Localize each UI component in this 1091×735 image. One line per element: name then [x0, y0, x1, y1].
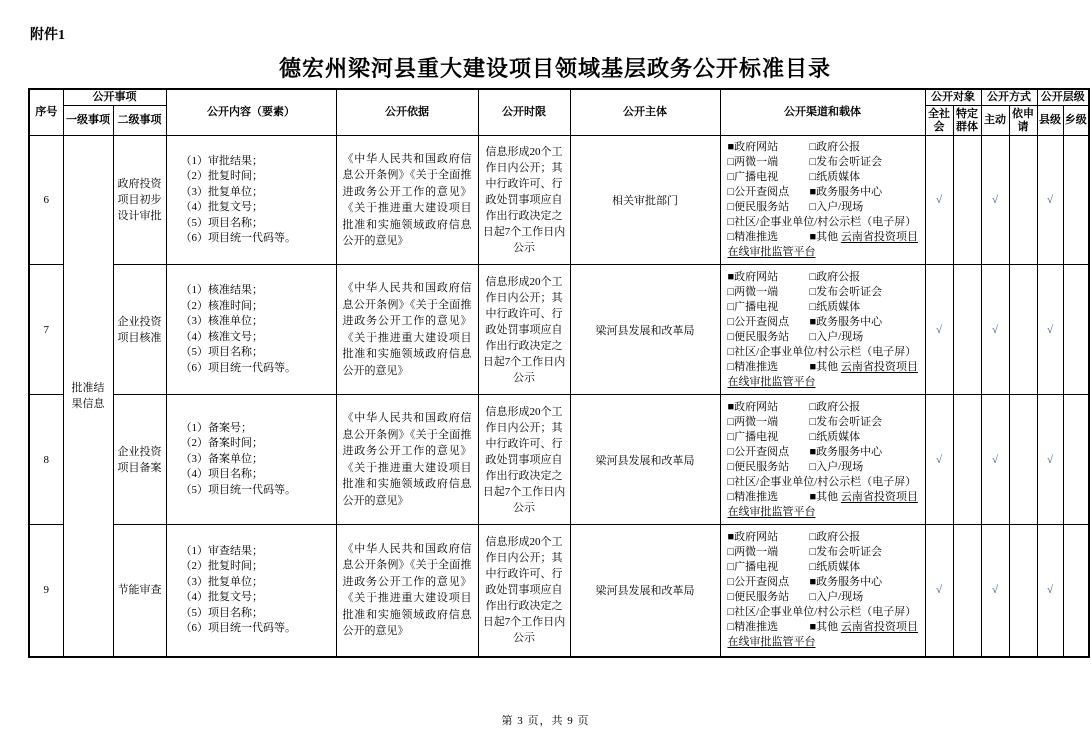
- header-target-all: 全社会: [925, 106, 953, 136]
- page-number: 第 3 页，共 9 页: [501, 715, 590, 727]
- channel-other-line: [728, 360, 923, 390]
- serial-cell: 9: [29, 525, 63, 657]
- channel-line: [728, 155, 923, 170]
- header-time-limit: 公开时限: [478, 89, 570, 136]
- subject-cell: 相关审批部门: [570, 136, 720, 265]
- content-line: （4）批复文号；: [180, 591, 263, 604]
- check-cell-method-active: [981, 265, 1009, 395]
- channel-item: □社区/企事业单位/村公示栏（电子屏）: [727, 475, 917, 488]
- checkmark-icon: √: [991, 453, 999, 466]
- content-line: （2）备案时间；: [180, 437, 263, 450]
- checkmark-icon: √: [935, 584, 943, 597]
- time-limit-cell: 信息形成20个工作日内公开；其中行政许可、行政处罚事项应自作出行政决定之日起7个工作日内公示: [478, 395, 570, 525]
- channel-item: □精准推选: [727, 360, 779, 373]
- checkmark-icon: √: [935, 453, 943, 466]
- header-serial: 序号: [29, 89, 63, 136]
- channel-other-platform-text: 云南省投资项目在线审批监管平台: [727, 490, 918, 518]
- basis-cell: 《中华人民共和国政府信息公开条例》《关于全面推进政务公开工作的意见》《关于推进重大建设项目批准和实施领域政府信息公开的意见》: [336, 265, 478, 395]
- channel-line: [728, 415, 923, 430]
- channel-other-line: [728, 620, 923, 650]
- level2-cell: 企业投资项目核准: [113, 265, 166, 395]
- header-channels: 公开渠道和载体: [720, 89, 925, 136]
- content-line: （5）项目名称；: [180, 606, 263, 619]
- time-limit-cell: 信息形成20个工作日内公开；其中行政许可、行政处罚事项应自作出行政决定之日起7个工作日内公示: [478, 265, 570, 395]
- check-cell-target-specific: [953, 265, 981, 395]
- content-line: （4）项目名称；: [180, 468, 263, 481]
- channel-line: [728, 200, 923, 215]
- channel-item: □入户/现场: [809, 460, 864, 473]
- content-cell: [166, 265, 336, 395]
- check-cell-level-township: [1063, 265, 1089, 395]
- check-cell-target-all: [925, 395, 953, 525]
- channel-item: □精准推选: [727, 621, 779, 634]
- channel-item: ■政务服务中心: [809, 576, 883, 589]
- header-method-active: 主动: [981, 106, 1009, 136]
- channel-item: □入户/现场: [809, 201, 864, 213]
- channel-line: [728, 185, 923, 200]
- channel-item: □便民服务站: [727, 460, 790, 473]
- header-basis: 公开依据: [336, 89, 478, 136]
- attachment-label: 附件1: [30, 28, 65, 43]
- channel-item: □两微一端: [727, 156, 779, 168]
- channel-item: □发布会听证会: [809, 415, 883, 428]
- channel-item: □纸质媒体: [809, 430, 861, 443]
- channel-other-line: [728, 230, 923, 260]
- channel-item: □政府公报: [809, 270, 861, 283]
- serial-cell: 8: [29, 395, 63, 525]
- channel-line: [728, 530, 923, 545]
- header-level2: 二级事项: [113, 106, 166, 136]
- table-row: [29, 265, 1089, 395]
- content-cell: [166, 136, 336, 265]
- content-cell: [166, 395, 336, 525]
- channel-item: □广播电视: [727, 430, 779, 443]
- channel-item: □政府公报: [809, 141, 861, 153]
- checkmark-icon: √: [935, 194, 943, 206]
- subject-cell: 梁河县发展和改革局: [570, 525, 720, 657]
- check-cell-level-county: [1037, 265, 1063, 395]
- check-cell-method-active: [981, 395, 1009, 525]
- table-row: [29, 136, 1089, 265]
- channel-other-platform-text: 云南省投资项目在线审批监管平台: [727, 621, 918, 649]
- check-cell-target-all: [925, 265, 953, 395]
- channel-item: ■政府网站: [727, 531, 779, 544]
- channel-item: ■政府网站: [727, 141, 779, 153]
- channel-line: [728, 590, 923, 605]
- checkmark-icon: √: [935, 323, 943, 336]
- channel-line: [728, 170, 923, 185]
- header-level-township: 乡级: [1063, 106, 1089, 136]
- channel-item: □公开查阅点: [727, 315, 790, 328]
- channel-item: □公开查阅点: [727, 186, 790, 198]
- header-level1: 一级事项: [63, 106, 113, 136]
- content-line: （3）批复单位；: [180, 185, 263, 198]
- channel-item: □便民服务站: [727, 591, 790, 604]
- channel-item: □便民服务站: [727, 201, 790, 213]
- channel-item: □便民服务站: [727, 330, 790, 343]
- checkmark-icon: √: [991, 194, 999, 206]
- content-line: （3）备案单位；: [180, 452, 263, 465]
- content-line: （6）项目统一代码等。: [180, 361, 296, 374]
- channel-line: [728, 315, 923, 330]
- channel-item: □发布会听证会: [809, 156, 883, 168]
- check-cell-method-request: [1009, 395, 1037, 525]
- channel-line: [728, 605, 923, 620]
- table-row: [29, 525, 1089, 657]
- check-cell-method-request: [1009, 136, 1037, 265]
- content-line: （2）批复时间；: [180, 560, 263, 573]
- channel-item-other-label: ■其他: [809, 360, 841, 373]
- channel-item: □公开查阅点: [727, 445, 790, 458]
- checkmark-icon: √: [1046, 584, 1054, 597]
- header-content: 公开内容（要素）: [166, 89, 336, 136]
- channel-line: [728, 460, 923, 475]
- channels-cell: [720, 525, 925, 657]
- channel-line: [728, 575, 923, 590]
- channel-line: [728, 545, 923, 560]
- basis-cell: 《中华人民共和国政府信息公开条例》《关于全面推进政务公开工作的意见》《关于推进重大建设项目批准和实施领域政府信息公开的意见》: [336, 136, 478, 265]
- channel-item: □广播电视: [727, 300, 779, 313]
- channel-line: [728, 140, 923, 155]
- channel-item: ■政府网站: [727, 270, 779, 283]
- channel-item: □纸质媒体: [809, 171, 861, 183]
- level2-cell: 政府投资项目初步设计审批: [113, 136, 166, 265]
- check-cell-level-township: [1063, 136, 1089, 265]
- channel-item: ■政府网站: [727, 400, 779, 413]
- check-cell-level-township: [1063, 525, 1089, 657]
- channel-item: □发布会听证会: [809, 546, 883, 559]
- channel-item: □纸质媒体: [809, 300, 861, 313]
- check-cell-level-county: [1037, 525, 1063, 657]
- channel-item: □精准推选: [727, 490, 779, 503]
- check-cell-method-request: [1009, 265, 1037, 395]
- basis-cell: 《中华人民共和国政府信息公开条例》《关于全面推进政务公开工作的意见》《关于推进重大建设项目批准和实施领域政府信息公开的意见》: [336, 395, 478, 525]
- checkmark-icon: √: [991, 584, 999, 597]
- content-cell: [166, 525, 336, 657]
- table-body: [29, 136, 1089, 657]
- channel-item: □发布会听证会: [809, 285, 883, 298]
- content-line: （1）备案号；: [180, 421, 252, 434]
- level1-cell: 批准结果信息: [63, 136, 113, 657]
- header-matter-group: 公开事项: [63, 89, 166, 106]
- channel-item: □政府公报: [809, 400, 861, 413]
- basis-cell: 《中华人民共和国政府信息公开条例》《关于全面推进政务公开工作的意见》《关于推进重大建设项目批准和实施领域政府信息公开的意见》: [336, 525, 478, 657]
- channel-line: [728, 300, 923, 315]
- content-line: （1）审查结果；: [180, 544, 263, 557]
- channel-item: □社区/企事业单位/村公示栏（电子屏）: [727, 606, 917, 619]
- channel-item: ■政务服务中心: [809, 315, 883, 328]
- level2-cell: 节能审查: [113, 525, 166, 657]
- header-method-group: 公开方式: [981, 89, 1037, 106]
- check-cell-target-all: [925, 525, 953, 657]
- channel-line: [728, 475, 923, 490]
- subject-cell: 梁河县发展和改革局: [570, 395, 720, 525]
- channel-item: □公开查阅点: [727, 576, 790, 589]
- channel-line: [728, 345, 923, 360]
- channel-item: □两微一端: [727, 415, 779, 428]
- channel-item: □入户/现场: [809, 330, 864, 343]
- check-cell-method-request: [1009, 525, 1037, 657]
- check-cell-target-specific: [953, 525, 981, 657]
- channel-line: [728, 215, 923, 230]
- content-line: （6）项目统一代码等。: [180, 622, 296, 635]
- content-line: （4）核准文号；: [180, 330, 263, 343]
- content-line: （2）批复时间；: [180, 170, 263, 182]
- check-cell-level-township: [1063, 395, 1089, 525]
- checkmark-icon: √: [1046, 194, 1054, 206]
- disclosure-standard-table: [28, 88, 1090, 658]
- channel-item-other-label: ■其他: [809, 490, 841, 503]
- channel-item: □政府公报: [809, 531, 861, 544]
- header-target-group: 公开对象: [925, 89, 981, 106]
- content-line: （3）核准单位；: [180, 315, 263, 327]
- time-limit-cell: 信息形成20个工作日内公开；其中行政许可、行政处罚事项应自作出行政决定之日起7个工作日内公示: [478, 136, 570, 265]
- channel-item: □纸质媒体: [809, 561, 861, 574]
- channels-cell: [720, 395, 925, 525]
- channel-other-platform-text: 云南省投资项目在线审批监管平台: [727, 231, 918, 258]
- channel-item: □广播电视: [727, 561, 779, 574]
- level2-cell: 企业投资项目备案: [113, 395, 166, 525]
- check-cell-method-active: [981, 136, 1009, 265]
- channel-line: [728, 270, 923, 285]
- content-line: （1）审批结果；: [180, 154, 263, 167]
- page-title: 德宏州梁河县重大建设项目领域基层政务公开标准目录: [278, 56, 831, 81]
- header-subject: 公开主体: [570, 89, 720, 136]
- channel-item: □两微一端: [727, 546, 779, 559]
- header-group-row: [29, 89, 1089, 106]
- header-level-group: 公开层级: [1037, 89, 1089, 106]
- channels-cell: [720, 136, 925, 265]
- checkmark-icon: √: [1046, 453, 1054, 466]
- channel-item: ■政务服务中心: [809, 445, 883, 458]
- checkmark-icon: √: [991, 323, 999, 336]
- serial-cell: 7: [29, 265, 63, 395]
- check-cell-level-county: [1037, 136, 1063, 265]
- check-cell-target-specific: [953, 395, 981, 525]
- check-cell-method-active: [981, 525, 1009, 657]
- content-line: （5）项目名称；: [180, 216, 263, 229]
- channel-item: ■政务服务中心: [809, 186, 883, 198]
- checkmark-icon: √: [1046, 323, 1054, 336]
- channel-item: □社区/企事业单位/村公示栏（电子屏）: [727, 216, 917, 228]
- channel-item: □广播电视: [727, 171, 779, 183]
- content-line: （6）项目统一代码等。: [180, 232, 296, 244]
- channel-line: [728, 285, 923, 300]
- content-line: （2）核准时间；: [180, 299, 263, 312]
- subject-cell: 梁河县发展和改革局: [570, 265, 720, 395]
- content-line: （3）批复单位；: [180, 575, 263, 588]
- channel-line: [728, 430, 923, 445]
- check-cell-level-county: [1037, 395, 1063, 525]
- content-line: （5）项目统一代码等。: [180, 483, 296, 496]
- channel-line: [728, 445, 923, 460]
- content-line: （4）批复文号；: [180, 201, 263, 213]
- time-limit-cell: 信息形成20个工作日内公开；其中行政许可、行政处罚事项应自作出行政决定之日起7个工作日内公示: [478, 525, 570, 657]
- channel-item-other-label: ■其他: [809, 231, 841, 243]
- channel-line: [728, 330, 923, 345]
- channel-line: [728, 400, 923, 415]
- channel-other-platform-text: 云南省投资项目在线审批监管平台: [727, 360, 918, 388]
- header-level-county: 县级: [1037, 106, 1063, 136]
- channel-item-other-label: ■其他: [809, 621, 841, 634]
- channel-other-line: [728, 490, 923, 520]
- content-line: （5）项目名称；: [180, 346, 263, 358]
- table-row: [29, 395, 1089, 525]
- serial-cell: 6: [29, 136, 63, 265]
- channels-cell: [720, 265, 925, 395]
- channel-line: [728, 560, 923, 575]
- header-target-specific: 特定群体: [953, 106, 981, 136]
- content-line: （1）核准结果；: [180, 284, 263, 296]
- header-method-request: 依申请: [1009, 106, 1037, 136]
- channel-item: □两微一端: [727, 285, 779, 298]
- channel-item: □入户/现场: [809, 591, 864, 604]
- check-cell-target-specific: [953, 136, 981, 265]
- check-cell-target-all: [925, 136, 953, 265]
- channel-item: □社区/企事业单位/村公示栏（电子屏）: [727, 345, 917, 358]
- channel-item: □精准推选: [727, 231, 779, 243]
